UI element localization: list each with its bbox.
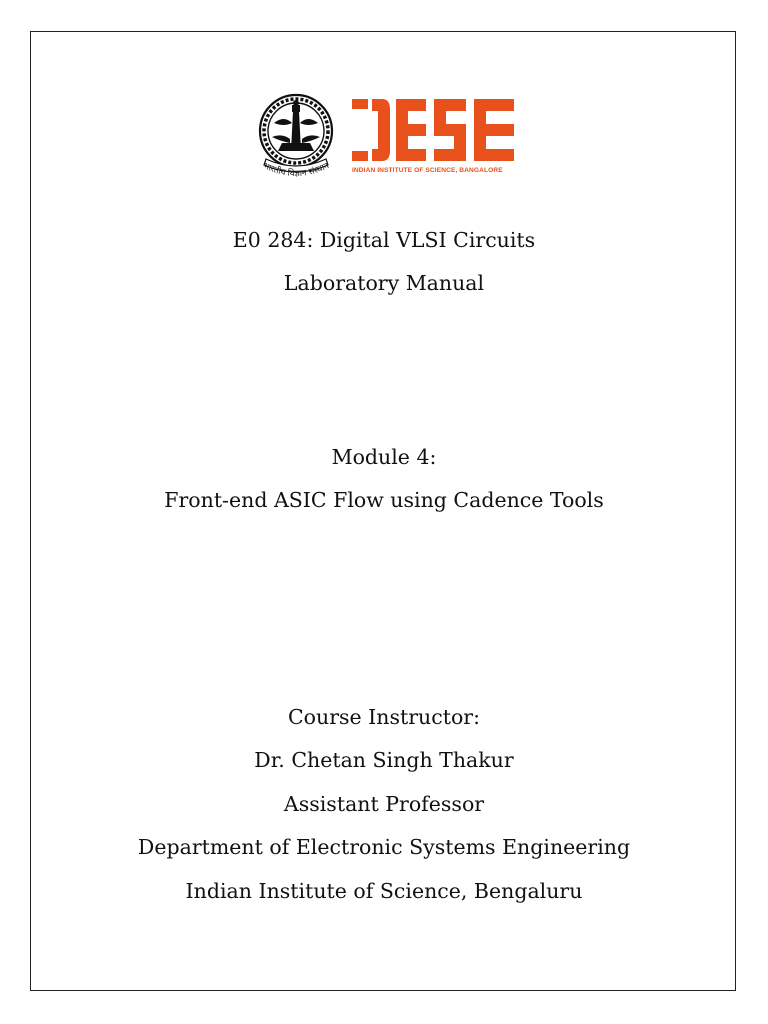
instructor-institute: Indian Institute of Science, Bengaluru	[185, 879, 583, 903]
course-title: E0 284: Digital VLSI Circuits	[232, 228, 536, 252]
instructor-heading: Course Instructor:	[287, 705, 481, 729]
instructor-department: Department of Electronic Systems Engineering	[137, 835, 631, 859]
module-topic: Front-end ASIC Flow using Cadence Tools	[164, 488, 604, 512]
iisc-seal-icon	[248, 93, 344, 187]
instructor-name: Dr. Chetan Singh Thakur	[254, 748, 514, 772]
dese-logo-icon	[352, 99, 514, 161]
module-label: Module 4:	[331, 445, 437, 469]
seal-motto: भारतीय विज्ञान संस्थान	[261, 161, 331, 180]
manual-title: Laboratory Manual	[283, 271, 485, 295]
instructor-position: Assistant Professor	[283, 792, 485, 816]
header-logos	[248, 93, 518, 189]
dese-subtitle: INDIAN INSTITUTE OF SCIENCE, BANGALORE	[352, 167, 503, 174]
